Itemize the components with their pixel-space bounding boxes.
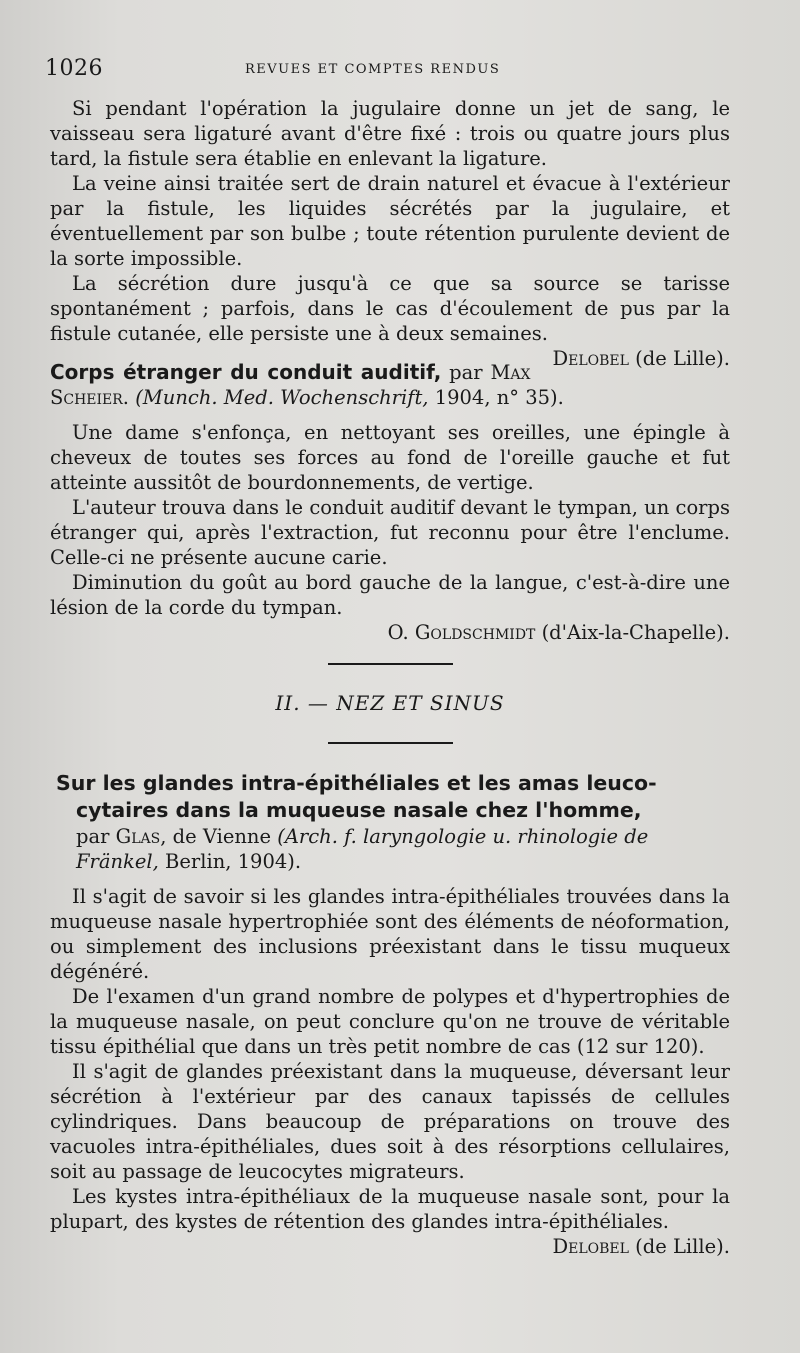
paragraph: Une dame s'enfonça, en nettoyant ses oreilles, une épingle à cheveux de toutes ses forces au fond de l'oreille gauche et fut atteinte aussitôt de bourdonnements, de vertige.	[50, 421, 730, 494]
article-title-line: cytaires dans la muqueuse nasale chez l'homme,	[76, 798, 642, 822]
paragraph: Les kystes intra-épithéliaux de la muqueuse nasale sont, pour la plupart, des kystes de rétention des glandes intra-épithéliales.	[50, 1185, 730, 1233]
signature	[50, 620, 730, 645]
paragraph: L'auteur trouva dans le conduit auditif devant le tympan, un corps étranger qui, après l'extraction, fut reconnu pour être l'enclume. Celle-ci ne présente aucune carie.	[50, 496, 730, 569]
author-place: de Vienne	[172, 825, 272, 848]
paragraph: La veine ainsi traitée sert de drain naturel et évacue à l'extérieur par la fistule, les liquides sécrétés par la jugulaire, et éventuellement par son bulbe ; toute rétention purulente devient de la sorte impossible.	[50, 172, 730, 270]
article-title	[56, 770, 730, 824]
signature-initial: O.	[387, 621, 409, 644]
journal-reference: (Munch. Med. Wochenschrift,	[135, 386, 429, 409]
paragraph-text: La sécrétion dure jusqu'à ce que sa source se tarisse spontanément ; parfois, dans le cas d'écoulement de pus par la fistule cutanée, elle persiste une à deux semaines.	[50, 272, 730, 345]
city-year: Berlin, 1904).	[165, 850, 302, 873]
signature-place: (de Lille).	[635, 1235, 730, 1258]
signature	[531, 346, 730, 371]
page-number: 1026	[45, 56, 103, 81]
author-name: Max Scheier.	[50, 361, 531, 409]
journal-reference: (Arch. f. laryngologie u. rhinologie de Fränkel,	[76, 825, 649, 873]
signature-name: Goldschmidt	[414, 621, 536, 644]
signature-place: (de Lille).	[635, 347, 730, 370]
paragraph: De l'examen d'un grand nombre de polypes et d'hypertrophies de la muqueuse nasale, on peut conclure qu'on ne trouve de véritable tissu épithélial que dans un très petit nombre de cas (12 sur 120).	[50, 985, 730, 1058]
author-name: Glas,	[115, 825, 167, 848]
signature-place: (d'Aix-la-Chapelle).	[541, 621, 730, 644]
paragraph: Il s'agit de savoir si les glandes intra-épithéliales trouvées dans la muqueuse nasale hypertrophiée sont des éléments de néoformation, ou simplement des inclusions préexistant dans le tissu muqueux dégénéré.	[50, 885, 730, 983]
paragraph: Diminution du goût au bord gauche de la langue, c'est-à-dire une lésion de la corde du tympan.	[50, 571, 730, 619]
byline	[76, 824, 730, 874]
running-head: REVUES ET COMPTES RENDUS	[245, 62, 501, 77]
byline-par: par	[76, 825, 110, 848]
section-divider	[328, 663, 453, 665]
text-column	[50, 96, 730, 1259]
paragraph: Il s'agit de glandes préexistant dans la muqueuse, déversant leur sécrétion à l'extérieur par des canaux tapissés de cellules cylindriques. Dans beaucoup de préparations on trouve des vacuoles intra-épithéliales, dues soit à des résorptions cellulaires, soit au passage de leucocytes migrateurs.	[50, 1060, 730, 1183]
signature-name: Delobel	[552, 1235, 629, 1258]
article-title-line: Sur les glandes intra-épithéliales et les amas leuco-	[56, 771, 657, 795]
signature-name: Delobel	[552, 347, 629, 370]
signature	[50, 1234, 730, 1259]
section-title: II. — NEZ ET SINUS	[275, 691, 505, 715]
paragraph: Si pendant l'opération la jugulaire donne un jet de sang, le vaisseau sera ligaturé avant d'être fixé : trois ou quatre jours plus tard, la fistule sera établie en enlevant la ligature.	[50, 97, 730, 170]
byline-par: par	[449, 361, 483, 384]
page-header	[45, 56, 735, 86]
publication-year: 1904, n° 35).	[434, 386, 564, 409]
section-divider	[328, 742, 453, 744]
article-title: Corps étranger du conduit auditif,	[50, 360, 442, 384]
paragraph	[50, 271, 730, 370]
